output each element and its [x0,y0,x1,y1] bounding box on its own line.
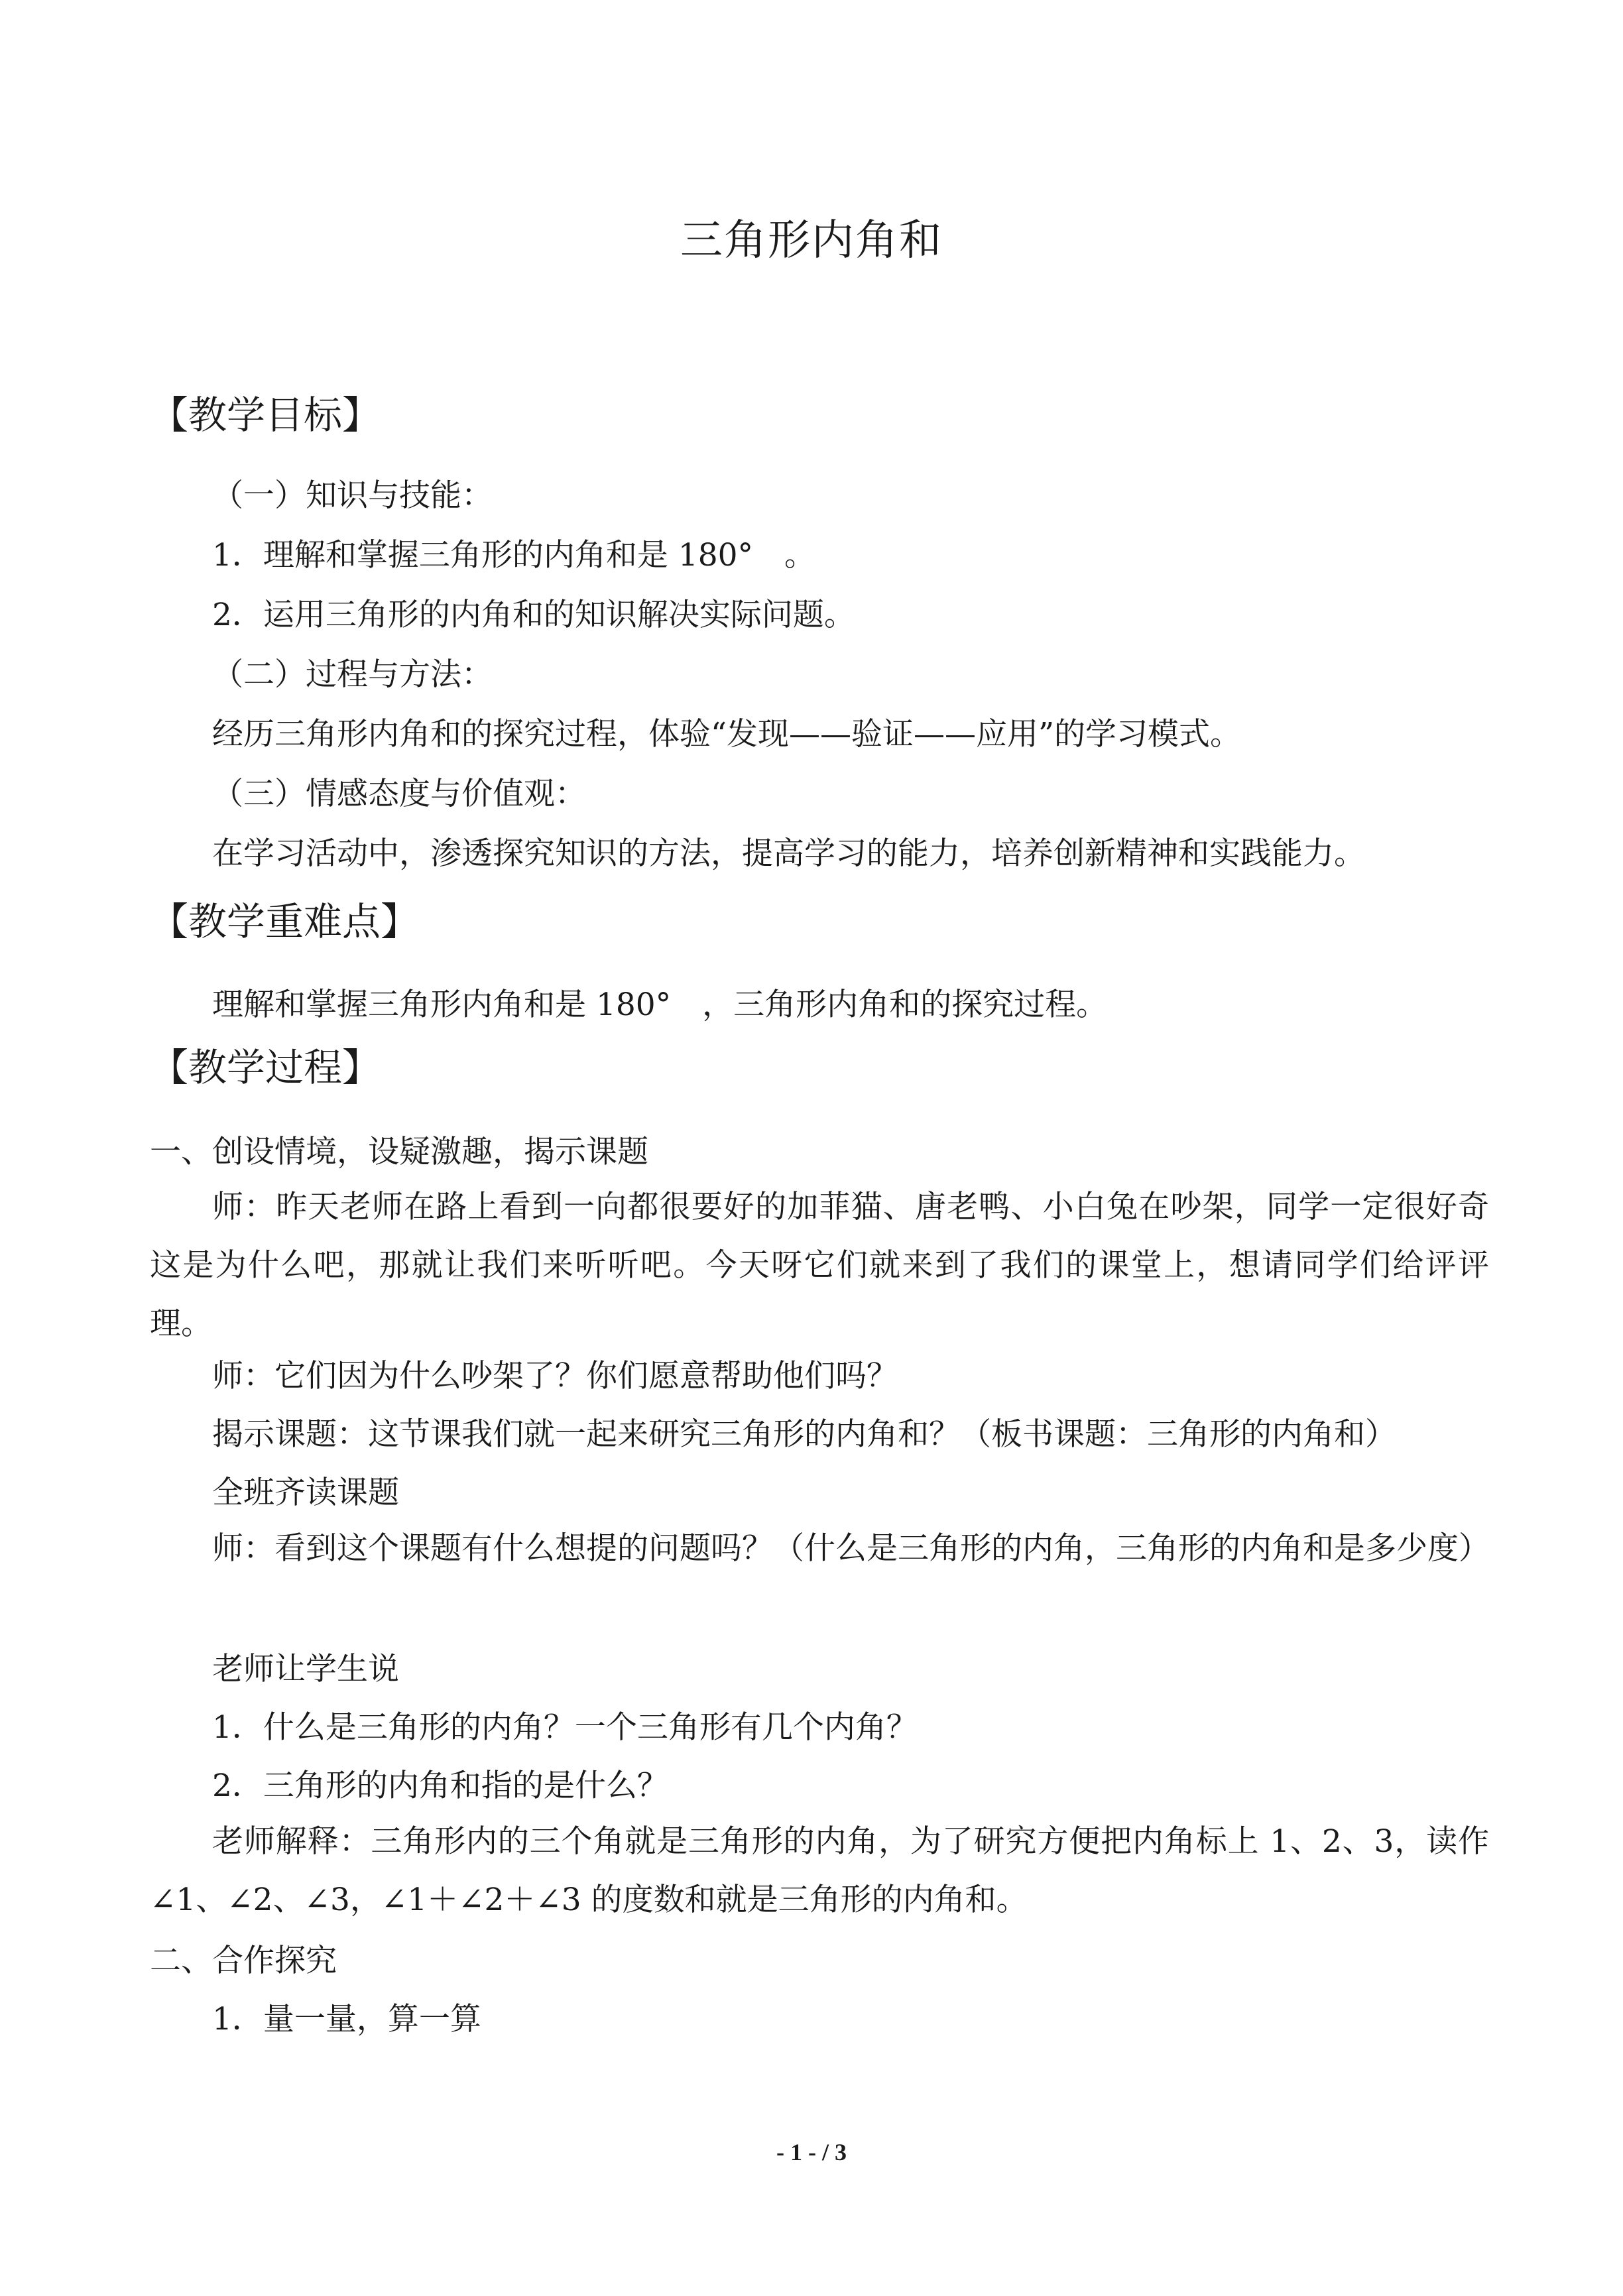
objectives-emotion-text: 在学习活动中，渗透探究知识的方法，提高学习的能力，培养创新精神和实践能力。 [212,835,1365,872]
step1-paragraph-6: 老师让学生说 [212,1651,399,1687]
page-number: - 1 - / 3 [776,2139,847,2165]
step1-paragraph-4: 全班齐读课题 [212,1475,399,1511]
objectives-item-2: 2．运用三角形的内角和的知识解决实际问题。 [212,597,855,633]
objectives-subheading-emotion: （三）情感态度与价值观： [212,776,586,812]
step1-title: 一、创设情境，设疑激趣，揭示课题 [150,1134,648,1170]
keypoints-text: 理解和掌握三角形内角和是 180° ，三角形内角和的探究过程。 [212,987,1108,1023]
objectives-heading: 【教学目标】 [150,393,381,438]
keypoints-heading: 【教学重难点】 [150,899,420,944]
step1-paragraph-7: 老师解释：三角形内的三个角就是三角形的内角，为了研究方便把内角标上 1、2、3，读作∠1、∠2、∠3，∠1＋∠2＋∠3 的度数和就是三角形的内角和。 [150,1823,1489,1918]
objectives-subheading-knowledge: （一）知识与技能： [212,477,493,514]
step1-paragraph-5: 师：看到这个课题有什么想提的问题吗？（什么是三角形的内角，三角形的内角和是多少度） [212,1530,1490,1567]
step1-paragraph-1: 师：昨天老师在路上看到一向都很要好的加菲猫、唐老鸭、小白兔在吵架，同学一定很好奇这是为什么吧，那就让我们来听听吧。今天呀它们就来到了我们的课堂上，想请同学们给评评理。 [150,1189,1489,1342]
objectives-subheading-process: （二）过程与方法： [212,656,493,693]
step2-item-1: 1．量一量，算一算 [212,2001,481,2037]
step1-paragraph-3: 揭示课题：这节课我们就一起来研究三角形的内角和？（板书课题：三角形的内角和） [212,1416,1396,1453]
step2-title: 二、合作探究 [150,1943,337,1979]
step1-paragraph-2: 师：它们因为什么吵架了？你们愿意帮助他们吗？ [212,1358,898,1394]
objectives-process-text: 经历三角形内角和的探究过程，体验“发现——验证——应用”的学习模式。 [212,716,1242,753]
step1-question-2: 2．三角形的内角和指的是什么？ [212,1768,668,1804]
step1-question-1: 1．什么是三角形的内角？一个三角形有几个内角？ [212,1709,918,1746]
process-heading: 【教学过程】 [150,1045,381,1090]
objectives-item-1: 1．理解和掌握三角形的内角和是 180° 。 [212,537,816,574]
page-title: 三角形内角和 [680,216,943,265]
